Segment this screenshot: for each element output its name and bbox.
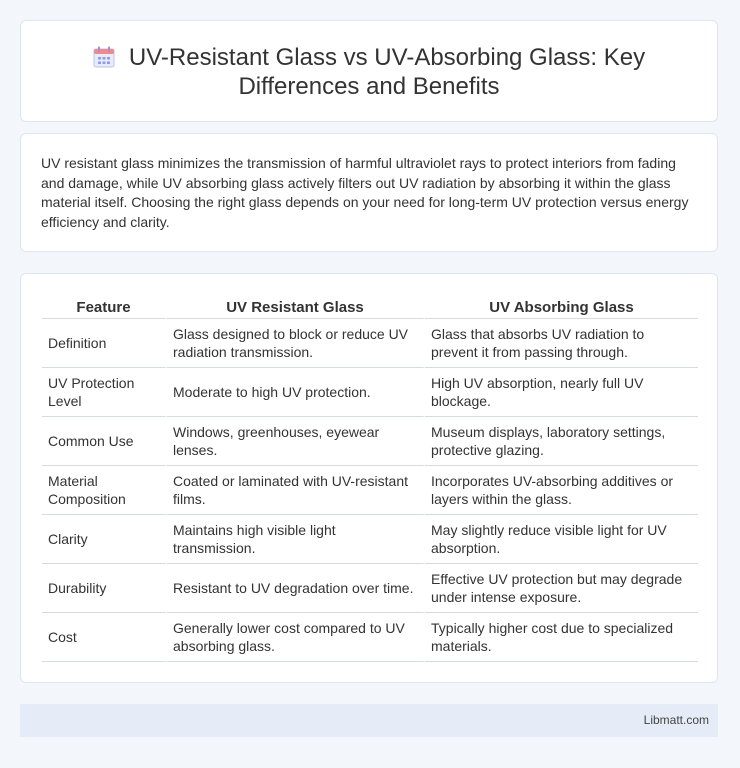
table-row xyxy=(42,515,698,564)
row-feature: UV Protection Level xyxy=(42,368,167,417)
row-feature: Common Use xyxy=(42,417,167,466)
table-row xyxy=(42,368,698,417)
row-uv-resistant: Generally lower cost compared to UV absorbing glass. xyxy=(167,613,425,662)
table-row xyxy=(42,417,698,466)
table-row xyxy=(42,613,698,662)
table-row xyxy=(42,466,698,515)
table-row xyxy=(42,564,698,613)
header-uv-absorbing: UV Absorbing Glass xyxy=(425,296,698,319)
comparison-table xyxy=(42,296,698,662)
comparison-table-card xyxy=(20,273,718,683)
intro-card xyxy=(20,133,718,252)
row-uv-resistant: Glass designed to block or reduce UV radiation transmission. xyxy=(167,319,425,368)
table-header-row xyxy=(42,296,698,319)
footer xyxy=(20,704,718,737)
table-row xyxy=(42,319,698,368)
intro-paragraph: UV resistant glass minimizes the transmission of harmful ultraviolet rays to protect interiors from fading and damage, while UV absorbing glass actively filters out UV radiation by absorbing it within the glass material itself. Choosing the right glass depends on your need for long-term UV protection versus energy efficiency and clarity. xyxy=(41,155,689,230)
page-title xyxy=(21,43,717,101)
header-feature: Feature xyxy=(42,296,167,319)
footer-brand: Libmatt.com xyxy=(643,713,709,727)
row-uv-resistant: Coated or laminated with UV-resistant films. xyxy=(167,466,425,515)
calendar-icon xyxy=(93,46,115,68)
row-feature: Definition xyxy=(42,319,167,368)
header-uv-resistant: UV Resistant Glass xyxy=(167,296,425,319)
title-line-1: UV-Resistant Glass vs UV-Absorbing Glass: Key xyxy=(128,44,646,71)
row-uv-absorbing: Glass that absorbs UV radiation to prevent it from passing through. xyxy=(425,319,698,368)
row-uv-resistant: Moderate to high UV protection. xyxy=(167,368,425,417)
row-uv-resistant: Resistant to UV degradation over time. xyxy=(167,564,425,613)
row-uv-resistant: Windows, greenhouses, eyewear lenses. xyxy=(167,417,425,466)
row-uv-absorbing: Typically higher cost due to specialized materials. xyxy=(425,613,698,662)
row-feature: Cost xyxy=(42,613,167,662)
row-uv-absorbing: May slightly reduce visible light for UV absorption. xyxy=(425,515,698,564)
row-uv-absorbing: Incorporates UV-absorbing additives or layers within the glass. xyxy=(425,466,698,515)
row-feature: Durability xyxy=(42,564,167,613)
title-card xyxy=(20,20,718,122)
row-uv-absorbing: Museum displays, laboratory settings, protective glazing. xyxy=(425,417,698,466)
row-feature: Material Composition xyxy=(42,466,167,515)
row-feature: Clarity xyxy=(42,515,167,564)
row-uv-absorbing: High UV absorption, nearly full UV blockage. xyxy=(425,368,698,417)
row-uv-resistant: Maintains high visible light transmission. xyxy=(167,515,425,564)
title-line-2: Differences and Benefits xyxy=(238,73,500,100)
row-uv-absorbing: Effective UV protection but may degrade under intense exposure. xyxy=(425,564,698,613)
